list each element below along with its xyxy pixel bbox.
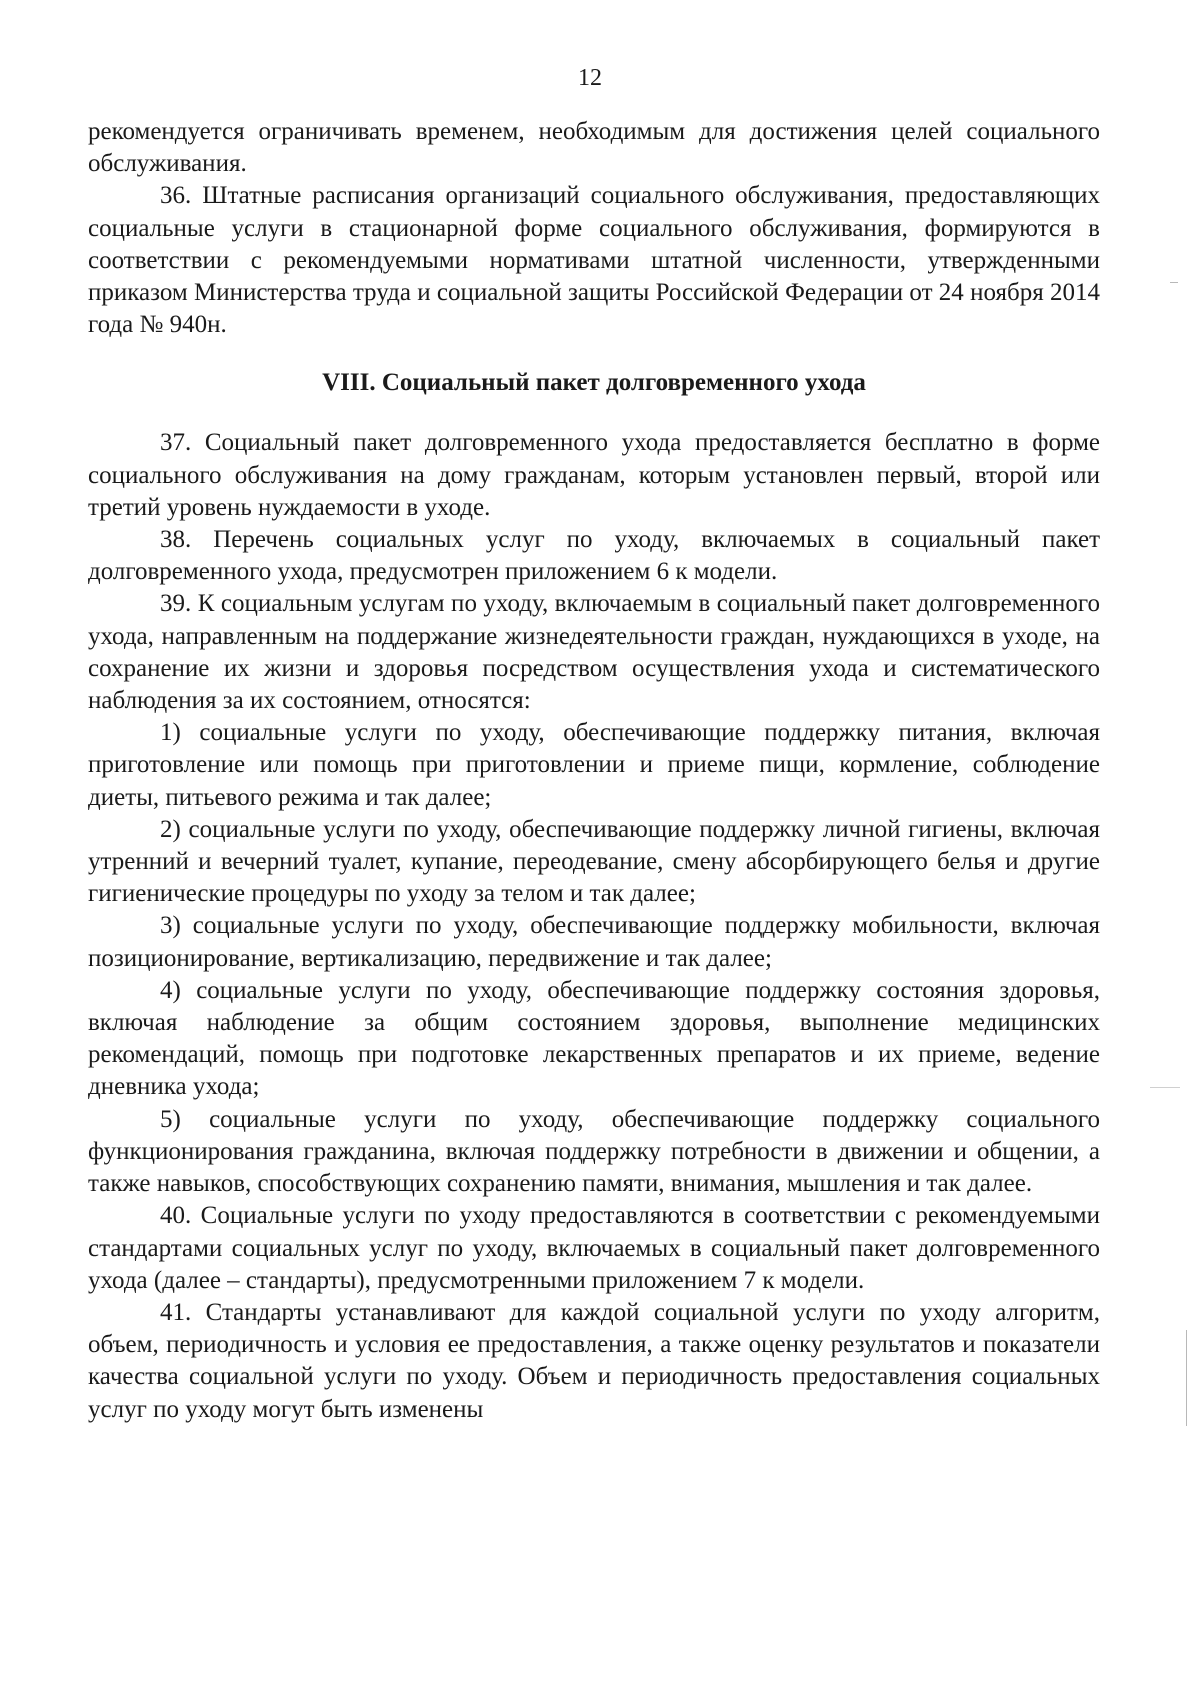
paragraph-36: 36. Штатные расписания организаций социального обслуживания, предоставляющих социальные услуги в стационарной форме социального обслуживания, формируются в соответствии с рекомендуемыми нормативами штатной численности, утвержденными приказом Министерства труда и социальной защиты Российской Федерации от 24 ноября 2014 года № 940н.	[88, 182, 1100, 339]
list-item-39-1: 1) социальные услуги по уходу, обеспечивающие поддержку питания, включая приготовление или помощь при приготовлении и приеме пищи, кормление, соблюдение диеты, питьевого режима и так далее;	[88, 719, 1100, 811]
scan-artifact-line	[1186, 1330, 1187, 1426]
paragraph-39: 39. К социальным услугам по уходу, включаемым в социальный пакет долговременного ухода, направленным на поддержание жизнедеятельности граждан, нуждающихся в уходе, на сохранение их жизни и здоровья посредством осуществления ухода и систематического наблюдения за их состоянием, относятся:	[88, 590, 1100, 715]
scan-artifact-dash	[1150, 1087, 1180, 1088]
list-item-39-4: 4) социальные услуги по уходу, обеспечивающие поддержку состояния здоровья, включая наблюдение за общим состоянием здоровья, выполнение медицинских рекомендаций, помощь при подготовке лекарственных препаратов и их приеме, ведение дневника ухода;	[88, 976, 1100, 1101]
list-item-39-2: 2) социальные услуги по уходу, обеспечивающие поддержку личной гигиены, включая утренний и вечерний туалет, купание, переодевание, смену абсорбирующего белья и другие гигиенические процедуры по уходу за телом и так далее;	[88, 815, 1100, 908]
scan-artifact-dash	[1170, 282, 1178, 283]
list-item-39-5: 5) социальные услуги по уходу, обеспечивающие поддержку социального функционирования гражданина, включая поддержку потребности в движении и общении, а также навыков, способствующих сохранению памяти, внимания, мышления и так далее.	[88, 1105, 1100, 1198]
paragraph-41: 41. Стандарты устанавливают для каждой социальной услуги по уходу алгоритм, объем, периодичность и условия ее предоставления, а также оценку результатов и показатели качества социальной услуги по уходу. Объем и периодичность предоставления социальных услуг по уходу могут быть изменены	[88, 1298, 1100, 1423]
list-item-39-3: 3) социальные услуги по уходу, обеспечивающие поддержку мобильности, включая позиционирование, вертикализацию, передвижение и так далее;	[88, 912, 1100, 972]
paragraph-40: 40. Социальные услуги по уходу предоставляются в соответствии с рекомендуемыми стандартами социальных услуг по уходу, включаемых в социальный пакет долговременного ухода (далее – стандарты), предусмотренными приложением 7 к модели.	[88, 1202, 1100, 1294]
paragraph-37: 37. Социальный пакет долговременного ухода предоставляется бесплатно в форме социального обслуживания на дому гражданам, которым установлен первый, второй или третий уровень нуждаемости в уходе.	[88, 429, 1100, 521]
section-heading: VIII. Социальный пакет долговременного ухода	[322, 369, 866, 397]
paragraph-continuation: рекомендуется ограничивать временем, необходимым для достижения целей социального обслуживания.	[88, 118, 1100, 178]
paragraph-38: 38. Перечень социальных услуг по уходу, включаемых в социальный пакет долговременного ухода, предусмотрен приложением 6 к модели.	[88, 526, 1100, 586]
page-number: 12	[578, 65, 602, 91]
document-page	[88, 62, 1100, 1426]
